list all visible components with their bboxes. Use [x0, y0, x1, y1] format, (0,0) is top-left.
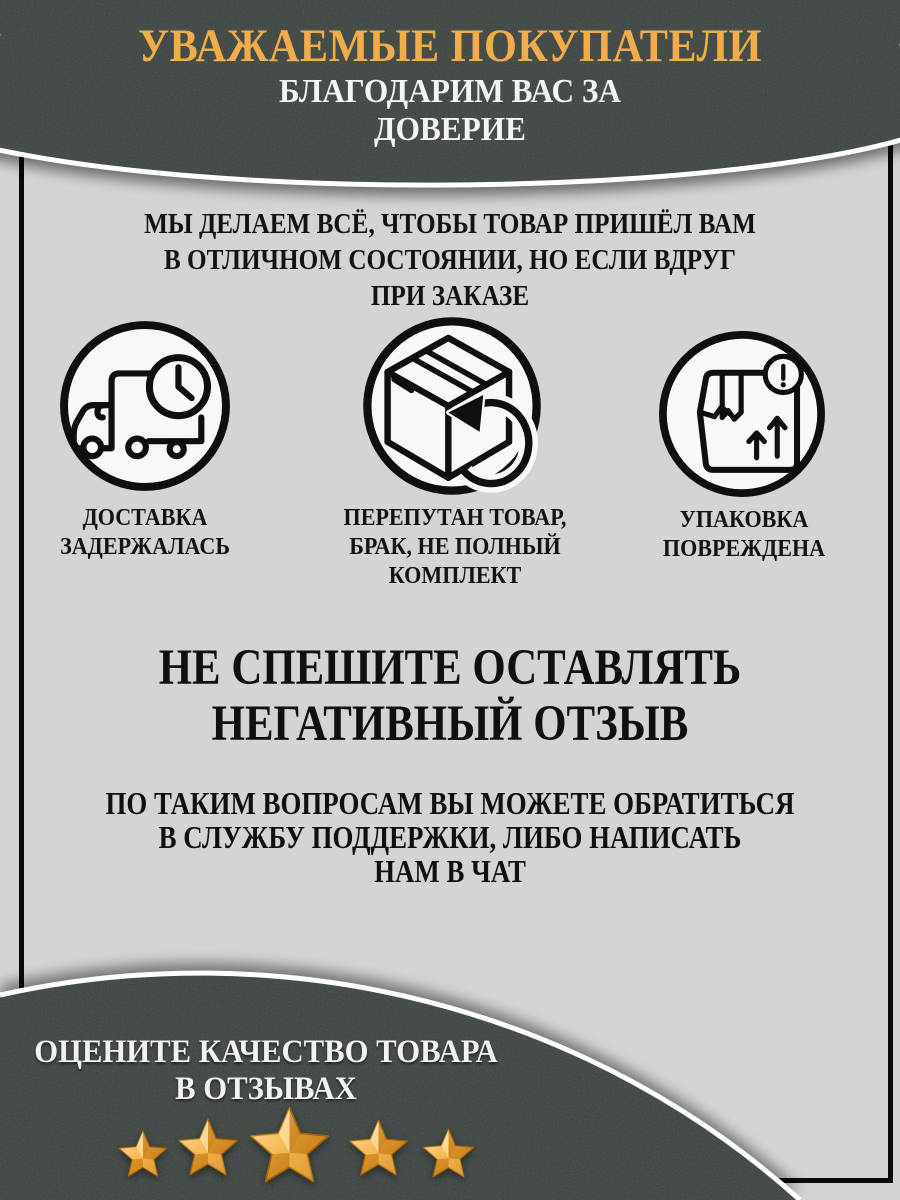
- rating-star-icon: [421, 1128, 476, 1183]
- headline: [72, 640, 828, 752]
- issue-label-line: ДОСТАВКА: [82, 505, 208, 531]
- rating-star-icon: [347, 1119, 410, 1182]
- issue-label-line: УПАКОВКА: [679, 507, 809, 533]
- issue-label-line: КОМПЛЕКТ: [388, 563, 522, 589]
- footer-line: ОЦЕНИТЕ КАЧЕСТВО ТОВАРА: [34, 1034, 498, 1070]
- delivery-truck-clock-icon: [57, 318, 233, 494]
- page-title: [45, 20, 855, 72]
- issue-label-damaged-packaging: [560, 506, 900, 564]
- support-paragraph: [72, 786, 828, 888]
- return-box-icon: [360, 314, 544, 498]
- title-line: УВАЖАЕМЫЕ ПОКУПАТЕЛИ: [138, 20, 762, 72]
- footer-line: В ОТЗЫВАХ: [175, 1071, 357, 1107]
- subtitle-line: ДОВЕРИЕ: [374, 111, 526, 148]
- intro-line: МЫ ДЕЛАЕМ ВСЁ, ЧТОБЫ ТОВАР ПРИШЁЛ ВАМ: [144, 209, 756, 240]
- headline-line: НЕ СПЕШИТЕ ОСТАВЛЯТЬ: [158, 640, 742, 696]
- footer-cta: [19, 1034, 514, 1108]
- issue-label-line: ПОВРЕЖДЕНА: [662, 536, 826, 562]
- support-line: НАМ В ЧАТ: [374, 853, 526, 889]
- issue-label-line: ЗАДЕРЖАЛАСЬ: [60, 534, 230, 560]
- intro-line: ПРИ ЗАКАЗЕ: [370, 281, 530, 312]
- issue-label-line: ПЕРЕПУТАН ТОВАР,: [343, 505, 567, 531]
- subtitle-line: БЛАГОДАРИМ ВАС ЗА: [278, 73, 622, 110]
- support-line: В СЛУЖБУ ПОДДЕРЖКИ, ЛИБО НАПИСАТЬ: [158, 819, 742, 855]
- rating-star-icon: [176, 1118, 240, 1182]
- subtitle: [36, 73, 864, 149]
- support-line: ПО ТАКИМ ВОПРОСАМ ВЫ МОЖЕТЕ ОБРАТИТЬСЯ: [105, 785, 795, 821]
- intro-line: В ОТЛИЧНОМ СОСТОЯНИИ, НО ЕСЛИ ВДРУГ: [163, 245, 737, 276]
- rating-star-icon: [117, 1130, 169, 1182]
- rating-star-icon: [247, 1106, 332, 1191]
- intro-paragraph: [45, 207, 855, 315]
- issue-label-line: БРАК, НЕ ПОЛНЫЙ: [349, 534, 561, 560]
- headline-line: НЕГАТИВНЫЙ ОТЗЫВ: [211, 696, 689, 752]
- damaged-package-icon: [656, 328, 828, 500]
